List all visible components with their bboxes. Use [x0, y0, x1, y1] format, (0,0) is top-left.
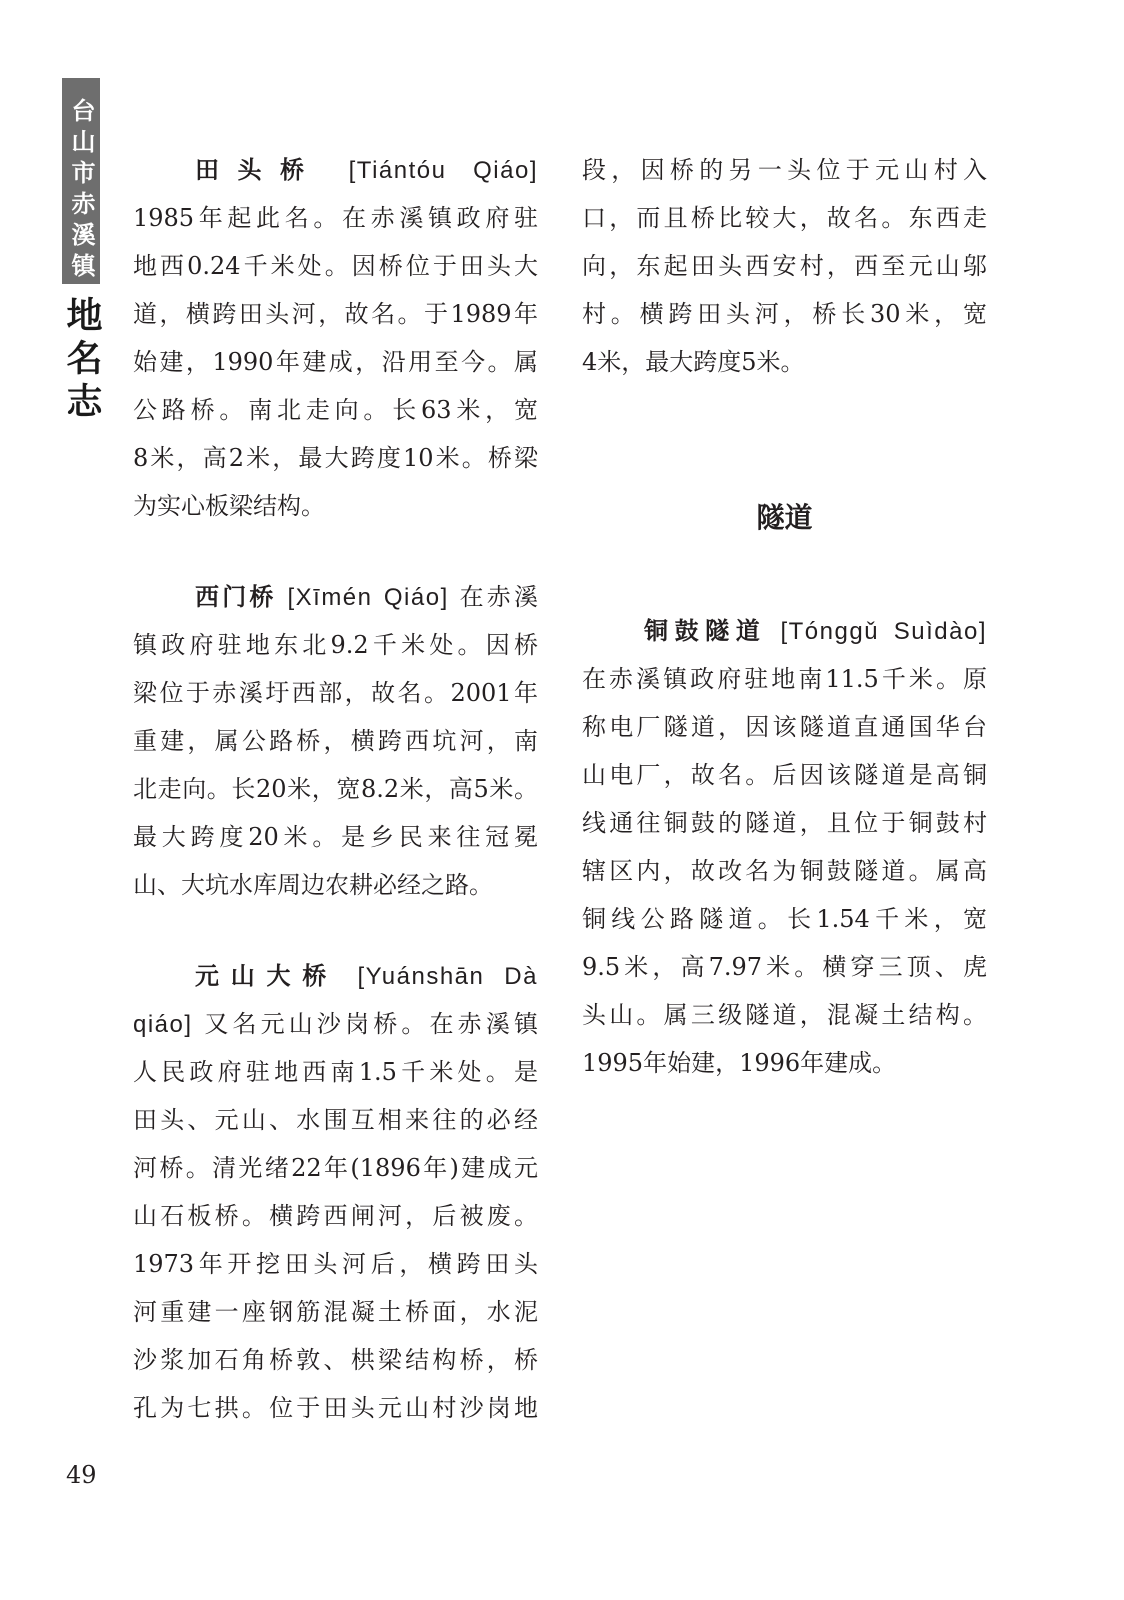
entry-tiantou-bridge — [133, 146, 538, 530]
entry-name: 铜鼓隧道 — [644, 616, 767, 645]
text-line: 河桥。清光绪22年(1896年)建成元 — [133, 1154, 538, 1182]
text-line: 1973年开挖田头河后，横跨田头 — [133, 1250, 538, 1278]
page-number: 49 — [66, 1461, 97, 1489]
text-line: 始建，1990年建成，沿用至今。属 — [133, 348, 538, 376]
text-line: 段，因桥的另一头位于元山村入 — [582, 156, 987, 184]
series-title-band — [62, 78, 100, 284]
text-line: 为实心板梁结构。 — [133, 492, 325, 520]
text-line: 山、大坑水库周边农耕必经之路。 — [133, 871, 493, 899]
right-column — [582, 0, 987, 1600]
entry-heading-line — [582, 607, 987, 655]
entry-heading-line — [133, 146, 538, 194]
text-line: 北走向。长20米，宽8.2米，高5米。 — [133, 775, 538, 803]
left-column — [133, 0, 538, 1600]
text-line: 田头、元山、水围互相来往的必经 — [133, 1106, 538, 1134]
text-line: 头山。属三级隧道，混凝土结构。 — [582, 1001, 987, 1029]
text-line: 1985年起此名。在赤溪镇政府驻 — [133, 204, 538, 232]
text-line: 河重建一座钢筋混凝土桥面，水泥 — [133, 1298, 538, 1326]
text-line: 山电厂，故名。后因该隧道是高铜 — [582, 761, 987, 789]
entry-tonggu-tunnel — [582, 607, 987, 1087]
text-line: 8米，高2米，最大跨度10米。桥梁 — [133, 444, 538, 472]
text-line: 重建，属公路桥，横跨西坑河，南 — [133, 727, 538, 755]
text-line: 铜线公路隧道。长1.54千米，宽 — [582, 905, 987, 933]
text-line: 9.5米，高7.97米。横穿三顶、虎 — [582, 953, 987, 981]
entry-pinyin: [Yuánshān Dà — [357, 963, 538, 990]
text-line: 人民政府驻地西南1.5千米处。是 — [133, 1058, 538, 1086]
text-line: 道，横跨田头河，故名。于1989年 — [133, 300, 538, 328]
entry-pinyin: [Tiántóu Qiáo] — [348, 157, 538, 184]
text-line: 镇政府驻地东北9.2千米处。因桥 — [133, 631, 538, 659]
entry-ximen-bridge — [133, 573, 538, 909]
entry-name: 田头桥 — [195, 155, 323, 184]
entry-yuanshan-bridge — [133, 952, 538, 1432]
entry-text: 又名元山沙岗桥。在赤溪镇 — [204, 1010, 538, 1038]
text-line: 向，东起田头西安村，西至元山邬 — [582, 252, 987, 280]
text-line: 孔为七拱。位于田头元山村沙岗地 — [133, 1394, 538, 1422]
text-line: 梁位于赤溪圩西部，故名。2001年 — [133, 679, 538, 707]
text-line: 村。横跨田头河，桥长30米，宽 — [582, 300, 987, 328]
text-line: 称电厂隧道，因该隧道直通国华台 — [582, 713, 987, 741]
text-line: 沙浆加石角桥敦、栱梁结构桥，桥 — [133, 1346, 538, 1374]
text-line: 线通往铜鼓的隧道，且位于铜鼓村 — [582, 809, 987, 837]
entry-yuanshan-bridge-continued — [582, 146, 987, 386]
entry-name: 西门桥 — [195, 582, 277, 611]
text-line: 辖区内，故改名为铜鼓隧道。属高 — [582, 857, 987, 885]
text-line: 最大跨度20米。是乡民来往冠冕 — [133, 823, 538, 851]
entry-text: 在赤溪 — [459, 583, 538, 611]
entry-name: 元山大桥 — [195, 961, 339, 990]
text-line: 1995年始建，1996年建成。 — [582, 1049, 897, 1077]
text-line: 口，而且桥比较大，故名。东西走 — [582, 204, 987, 232]
text-line: 山石板桥。横跨西闸河，后被废。 — [133, 1202, 538, 1230]
series-title: 台山市赤溪镇 — [67, 98, 96, 284]
text-line: 在赤溪镇政府驻地南11.5千米。原 — [582, 665, 987, 693]
text-line — [133, 1000, 538, 1048]
entry-pinyin-end: qiáo] — [133, 1011, 193, 1038]
entry-pinyin: [Xīmén Qiáo] — [287, 584, 449, 611]
entry-heading-line — [133, 573, 538, 621]
entry-pinyin: [Tónggǔ Suìdào] — [780, 618, 987, 645]
text-line: 4米，最大跨度5米。 — [582, 348, 805, 376]
entry-heading-line — [133, 952, 538, 1000]
text-line: 地西0.24千米处。因桥位于田头大 — [133, 252, 538, 280]
book-title: 地名志 — [61, 296, 102, 425]
text-line: 公路桥。南北走向。长63米，宽 — [133, 396, 538, 424]
section-heading-tunnels: 隧道 — [756, 501, 813, 534]
